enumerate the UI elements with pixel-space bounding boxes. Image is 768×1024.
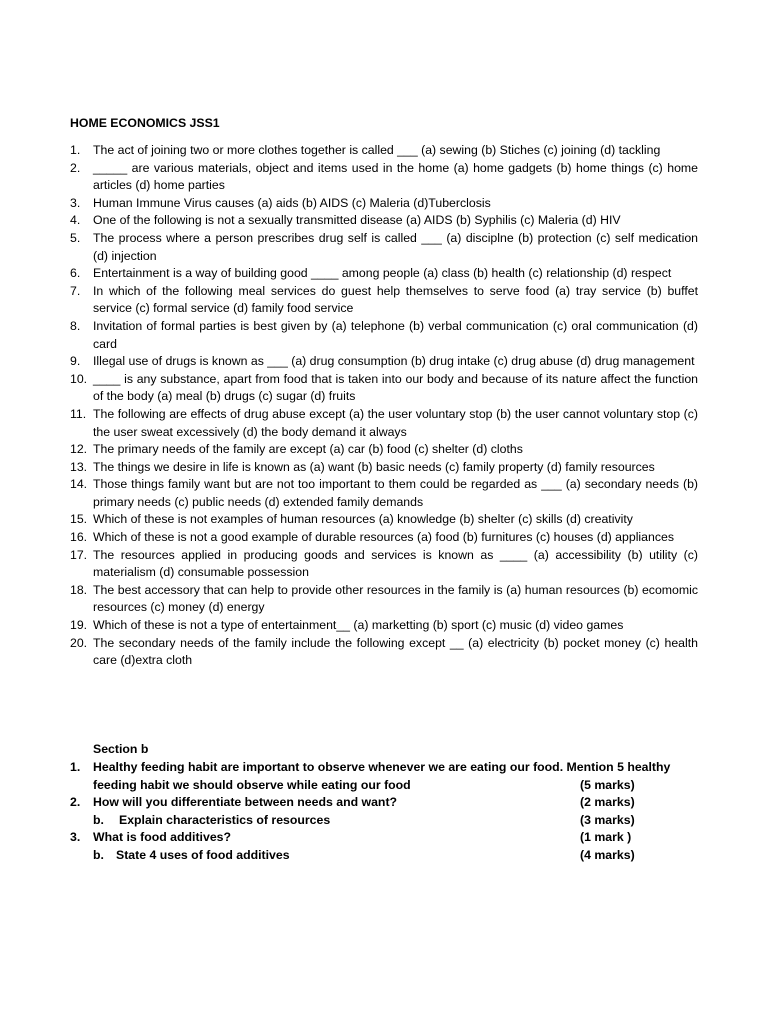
question-text: The process where a person prescribes drug self is called ___ (a) disciplne (b) protection (c) self medication (d) injection: [93, 230, 698, 263]
question-text: Which of these is not a good example of durable resources (a) food (b) furnitures (c) houses (d) appliances: [93, 530, 674, 545]
question-text: State 4 uses of food additives: [116, 847, 290, 862]
question-text: The things we desire in life is known as (a) want (b) basic needs (c) family property (d) family resources: [93, 459, 655, 474]
question-text: The best accessory that can help to provide other resources in the family is (a) human resources (b) ecomomic resources (c) money (d) energy: [93, 582, 698, 615]
question-number: 6.: [70, 266, 81, 281]
question-number: 19.: [70, 618, 88, 633]
question-number: 12.: [70, 442, 88, 457]
question-number: 4.: [70, 213, 81, 228]
question-item: [70, 318, 698, 353]
question-text: Illegal use of drugs is known as ___ (a) drug consumption (b) drug intake (c) drug abuse (d) drug management: [93, 354, 695, 369]
question-number: 7.: [70, 283, 81, 298]
question-item: [70, 160, 698, 195]
section-b-question-1: [70, 759, 698, 777]
question-item: [70, 476, 698, 511]
question-text: In which of the following meal services do guest help themselves to serve food (a) tray service (b) buffet service (c) formal service (d) family food service: [93, 283, 698, 316]
question-number: 9.: [70, 354, 81, 369]
question-item: [70, 406, 698, 441]
question-item: [70, 511, 698, 529]
section-b-question-2: [70, 794, 698, 812]
question-number: 1.: [70, 760, 81, 774]
question-item: [70, 635, 698, 670]
question-text: What is food additives?: [93, 830, 232, 845]
question-text: Healthy feeding habit are important to observe whenever we are eating our food. Mention 5 healthy: [93, 760, 671, 774]
question-item: [70, 283, 698, 318]
question-list: [70, 142, 698, 670]
question-number: 14.: [70, 477, 88, 492]
question-item: [70, 547, 698, 582]
marks-label: (5 marks): [580, 777, 635, 792]
question-number: 17.: [70, 547, 88, 562]
question-text: Invitation of formal parties is best given by (a) telephone (b) verbal communication (c) oral communication (d) card: [93, 318, 698, 351]
question-number: 3.: [70, 830, 81, 845]
question-item: [70, 230, 698, 265]
question-item: [70, 529, 698, 547]
question-item: [70, 265, 698, 283]
question-text: The secondary needs of the family include the following except __ (a) electricity (b) pocket money (c) health care (d)extra cloth: [93, 635, 698, 668]
question-text: Which of these is not examples of human resources (a) knowledge (b) shelter (c) skills (d) creativity: [93, 512, 633, 527]
question-item: [70, 353, 698, 371]
question-text: Entertainment is a way of building good ____ among people (a) class (b) health (c) relationship (d) respect: [93, 266, 672, 281]
question-item: [70, 195, 698, 213]
question-number: 3.: [70, 195, 81, 210]
question-item: [70, 617, 698, 635]
question-text: Human Immune Virus causes (a) aids (b) AIDS (c) Maleria (d)Tuberclosis: [93, 195, 491, 210]
marks-label: (3 marks): [580, 812, 635, 827]
question-text: ____ is any substance, apart from food that is taken into our body and because of its nature affect the function of the body (a) meal (b) drugs (c) sugar (d) fruits: [93, 371, 698, 404]
question-text: The primary needs of the family are except (a) car (b) food (c) shelter (d) cloths: [93, 442, 523, 457]
section-b-question-2b: [70, 812, 698, 830]
question-number: 2.: [70, 795, 81, 810]
question-text: Those things family want but are not too important to them could be regarded as ___ (a) secondary needs (b) primary needs (c) public needs (d) extended family demands: [93, 477, 698, 509]
marks-label: (2 marks): [580, 795, 635, 810]
question-item: [70, 441, 698, 459]
question-text: The act of joining two or more clothes together is called ___ (a) sewing (b) Stiches (c) joining (d) tackling: [93, 143, 661, 157]
question-number: 18.: [70, 582, 88, 597]
question-item: [70, 371, 698, 406]
sub-question-letter: b.: [93, 847, 104, 862]
question-number: 5.: [70, 230, 81, 245]
question-number: 11.: [70, 406, 87, 421]
question-number: 20.: [70, 635, 88, 650]
question-text: Which of these is not a type of entertainment__ (a) marketting (b) sport (c) music (d) video games: [93, 618, 624, 633]
question-number: 13.: [70, 459, 88, 474]
question-item: [70, 582, 698, 617]
question-item: [70, 459, 698, 477]
section-b-list: [70, 759, 698, 865]
question-text-cont: feeding habit we should observe while eating our food: [93, 777, 411, 792]
question-text: The following are effects of drug abuse except (a) the user voluntary stop (b) the user cannot voluntary stop (c) the user sweat excessively (d) the body demand it always: [93, 406, 698, 439]
page-title: HOME ECONOMICS JSS1: [70, 116, 220, 130]
marks-label: (4 marks): [580, 847, 635, 862]
question-text: _____ are various materials, object and items used in the home (a) home gadgets (b) home things (c) home articles (d) home parties: [93, 160, 698, 193]
question-number: 1.: [70, 143, 81, 157]
section-b-question-3b: [70, 847, 698, 865]
question-number: 8.: [70, 318, 81, 333]
sub-question-letter: b.: [93, 812, 104, 827]
question-text: The resources applied in producing goods and services is known as ____ (a) accessibility (b) utility (c) materialism (d) consumable possession: [93, 547, 698, 580]
question-item: [70, 142, 698, 160]
question-text: Explain characteristics of resources: [119, 812, 331, 827]
question-number: 10.: [70, 371, 88, 386]
marks-label: (1 mark ): [580, 830, 632, 845]
question-number: 15.: [70, 512, 88, 527]
question-number: 2.: [70, 160, 81, 175]
question-text: One of the following is not a sexually transmitted disease (a) AIDS (b) Syphilis (c) Maleria (d) HIV: [93, 213, 621, 228]
question-number: 16.: [70, 530, 88, 545]
section-b-title: Section b: [93, 742, 149, 756]
section-b-question-3: [70, 829, 698, 847]
question-item: [70, 212, 698, 230]
section-b-question-1-cont: [70, 777, 698, 795]
question-text: How will you differentiate between needs and want?: [93, 795, 398, 810]
